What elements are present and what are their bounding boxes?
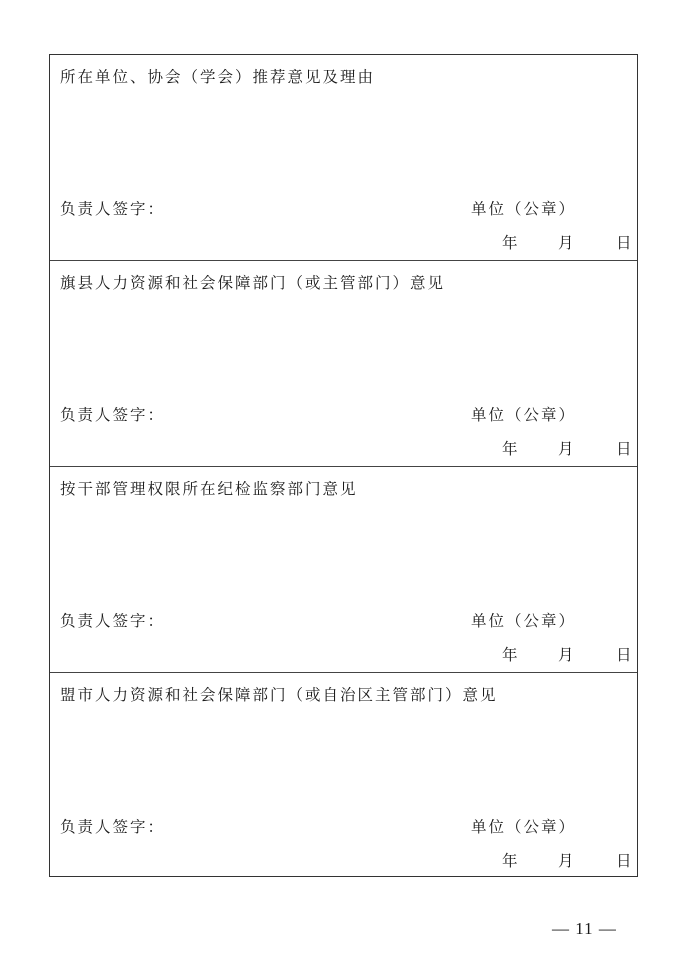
section-discipline-inspection-opinion <box>50 467 637 673</box>
date-month-label: 月 <box>558 440 574 458</box>
seal-label: 单位（公章） <box>471 200 577 218</box>
page-number: — 11 — <box>552 919 617 938</box>
section-title: 按干部管理权限所在纪检监察部门意见 <box>60 480 358 498</box>
date-month-label: 月 <box>558 234 574 252</box>
date-day-label: 日 <box>616 852 632 870</box>
date-day-label: 日 <box>616 234 632 252</box>
date-month-label: 月 <box>558 646 574 664</box>
date-year-label: 年 <box>502 440 518 458</box>
seal-label: 单位（公章） <box>471 406 577 424</box>
section-unit-recommendation <box>50 55 637 261</box>
date-day-label: 日 <box>616 440 632 458</box>
section-title: 旗县人力资源和社会保障部门（或主管部门）意见 <box>60 274 446 292</box>
date-year-label: 年 <box>502 234 518 252</box>
approval-form <box>49 54 638 877</box>
date-day-label: 日 <box>616 646 632 664</box>
section-title: 盟市人力资源和社会保障部门（或自治区主管部门）意见 <box>60 686 498 704</box>
section-city-hr-opinion <box>50 673 637 879</box>
date-year-label: 年 <box>502 852 518 870</box>
section-county-hr-opinion <box>50 261 637 467</box>
signature-label: 负责人签字： <box>60 200 166 218</box>
date-month-label: 月 <box>558 852 574 870</box>
signature-label: 负责人签字： <box>60 406 166 424</box>
date-year-label: 年 <box>502 646 518 664</box>
seal-label: 单位（公章） <box>471 612 577 630</box>
seal-label: 单位（公章） <box>471 818 577 836</box>
section-title: 所在单位、协会（学会）推荐意见及理由 <box>60 68 376 86</box>
signature-label: 负责人签字： <box>60 612 166 630</box>
signature-label: 负责人签字： <box>60 818 166 836</box>
